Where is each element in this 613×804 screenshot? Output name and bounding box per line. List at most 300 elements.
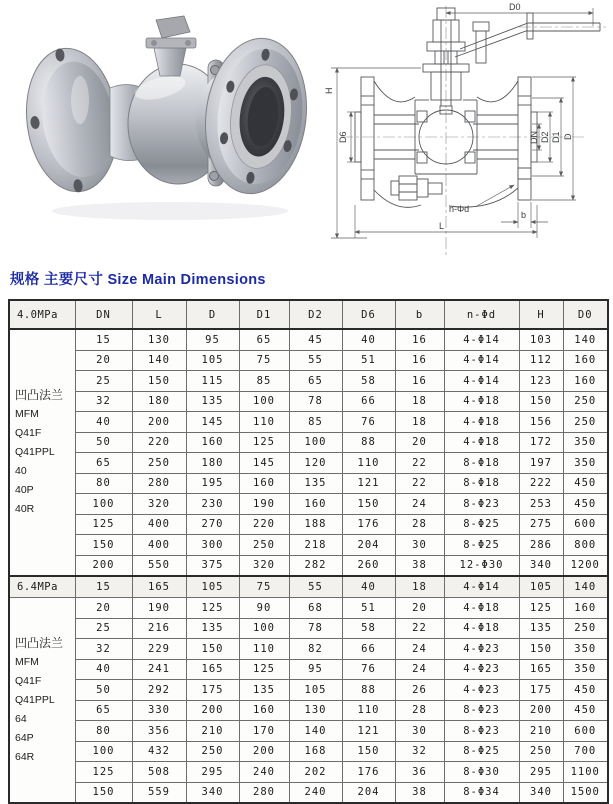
dim-value: 80 [75,721,132,742]
dim-value: 150 [519,639,563,660]
dim-value: 40 [75,659,132,680]
dim-value: 26 [395,680,444,701]
dim-value: 220 [132,432,186,453]
model-label: MFM [15,655,39,668]
dim-value: 105 [186,576,239,598]
table-row [9,371,608,392]
dim-value: 110 [239,639,289,660]
dim-value: 103 [519,329,563,350]
dim-value: 340 [519,782,563,803]
dim-value: 66 [342,391,395,412]
dim-value: 188 [289,514,342,535]
dim-value: 105 [186,350,239,371]
dim-value: 30 [395,535,444,556]
dim-value: 197 [519,453,563,474]
dim-value: 16 [395,329,444,350]
dim-value: 45 [289,329,342,350]
dim-value: 51 [342,350,395,371]
dim-value: 160 [239,700,289,721]
dim-value: 8-Φ18 [444,473,519,494]
dim-value: 58 [342,371,395,392]
dim-value: 600 [563,514,608,535]
dim-value: 8-Φ23 [444,721,519,742]
dim-value: 400 [132,535,186,556]
dim-value: 115 [186,371,239,392]
dim-value: 25 [75,618,132,639]
dim-value: 20 [395,432,444,453]
dim-value: 65 [289,371,342,392]
dim-value: 210 [519,721,563,742]
dim-value: 50 [75,680,132,701]
table-row [9,598,608,619]
dim-value: 110 [239,412,289,433]
table-row [9,329,608,350]
dim-value: 28 [395,514,444,535]
dim-value: 125 [75,762,132,783]
dim-value: 90 [239,598,289,619]
dim-value: 160 [563,350,608,371]
dim-value: 200 [519,700,563,721]
dim-value: 4-Φ18 [444,412,519,433]
dim-value: 175 [186,680,239,701]
dim-value: 32 [395,741,444,762]
dim-value: 76 [342,659,395,680]
model-label: Q41PPL [15,446,55,458]
seat-ring [417,111,427,122]
dim-value: 15 [75,329,132,350]
dim-value: 4-Φ23 [444,680,519,701]
table-row [9,639,608,660]
dim-value: 4-Φ14 [444,329,519,350]
dim-d0 [446,2,593,26]
valve-product-photo [20,8,312,230]
highlight [71,76,89,124]
model-label-cell [9,329,75,576]
dim-value: 55 [289,576,342,598]
dim-value: 250 [563,391,608,412]
dim-value: 356 [132,721,186,742]
dim-value: 75 [239,576,289,598]
dim-value: 330 [132,700,186,721]
column-header: D6 [342,300,395,329]
dim-value: 8-Φ23 [444,494,519,515]
dim-value: 150 [342,741,395,762]
dim-value: 195 [186,473,239,494]
table-row [9,350,608,371]
column-header: D1 [239,300,289,329]
dim-value: 76 [342,412,395,433]
dim-value: 125 [75,514,132,535]
dim-value: 121 [342,473,395,494]
dim-value: 125 [239,432,289,453]
dim-value: 160 [563,598,608,619]
dim-value: 340 [519,555,563,576]
dim-value: 78 [289,618,342,639]
dim-value: 270 [186,514,239,535]
table-row [9,659,608,680]
dim-value: 700 [563,741,608,762]
dim-value: 8-Φ25 [444,535,519,556]
dim-value: 65 [75,700,132,721]
dim-value: 250 [519,741,563,762]
dim-value: 204 [342,535,395,556]
left-flange-section [355,77,374,200]
dim-value: 12-Φ30 [444,555,519,576]
dim-value: 30 [395,721,444,742]
column-header: D [186,300,239,329]
dim-label-n-phi-d: n-Φd [449,204,470,214]
model-label: Q41PPL [15,693,55,706]
dim-value: 218 [289,535,342,556]
dim-value: 22 [395,618,444,639]
dim-value: 432 [132,741,186,762]
dim-value: 8-Φ30 [444,762,519,783]
dim-value: 130 [289,700,342,721]
dim-value: 250 [563,412,608,433]
seat-ring [417,152,427,163]
dim-label-d: D [563,133,573,140]
dim-value: 105 [519,576,563,598]
dim-value: 22 [395,473,444,494]
dim-value: 150 [342,494,395,515]
dim-value: 123 [519,371,563,392]
dim-value: 15 [75,576,132,598]
dim-value: 38 [395,555,444,576]
model-label: 40 [15,465,27,477]
dim-value: 68 [289,598,342,619]
model-label: 64P [15,731,34,744]
dim-value: 4-Φ18 [444,618,519,639]
dim-value: 4-Φ23 [444,639,519,660]
dim-value: 275 [519,514,563,535]
dim-value: 140 [563,329,608,350]
dim-value: 40 [342,576,395,598]
dim-value: 176 [342,762,395,783]
dim-value: 51 [342,598,395,619]
dim-value: 38 [395,782,444,803]
dim-value: 85 [289,412,342,433]
dim-value: 4-Φ23 [444,659,519,680]
dim-value: 20 [75,598,132,619]
dim-value: 120 [289,453,342,474]
dim-value: 4-Φ14 [444,371,519,392]
model-label-cell [9,598,75,804]
dim-value: 210 [186,721,239,742]
model-label: 64 [15,712,27,725]
column-header: L [132,300,186,329]
pressure-label: 4.0MPa [9,300,75,329]
dim-value: 150 [75,782,132,803]
table-row [9,618,608,639]
ball-valve-section-drawing [303,0,613,266]
dim-value: 295 [186,762,239,783]
dim-value: 140 [132,350,186,371]
dim-value: 110 [342,453,395,474]
seat-ring [465,111,475,122]
column-header: DN [75,300,132,329]
model-label: Q41F [15,427,42,439]
dim-value: 58 [342,618,395,639]
dim-label-b: b [521,210,527,220]
dim-value: 8-Φ25 [444,741,519,762]
dim-value: 150 [519,391,563,412]
dim-value: 300 [186,535,239,556]
dim-value: 66 [342,639,395,660]
dim-value: 190 [239,494,289,515]
dim-label-h: H [324,87,334,94]
dim-value: 135 [289,473,342,494]
drain-plug [391,176,442,200]
dim-value: 8-Φ34 [444,782,519,803]
dim-value: 150 [75,535,132,556]
model-label: 凹凸法兰 [15,388,64,402]
dim-value: 40 [75,412,132,433]
dim-value: 32 [75,639,132,660]
valve-dimension-drawing [303,0,613,266]
dim-value: 135 [186,391,239,412]
dim-value: 65 [239,329,289,350]
column-header: H [519,300,563,329]
dim-value: 8-Φ18 [444,453,519,474]
dim-bolt-holes [449,185,514,214]
dim-value: 220 [239,514,289,535]
dim-value: 82 [289,639,342,660]
dim-value: 165 [519,659,563,680]
dim-value: 241 [132,659,186,680]
model-label: Q41F [15,674,42,687]
dim-value: 165 [186,659,239,680]
dim-value: 4-Φ18 [444,598,519,619]
model-label: 40R [15,503,35,515]
dim-h [324,68,421,238]
dim-value: 176 [342,514,395,535]
dim-value: 240 [289,782,342,803]
dim-value: 16 [395,350,444,371]
dim-value: 8-Φ25 [444,514,519,535]
dim-value: 121 [342,721,395,742]
dim-value: 88 [342,680,395,701]
dim-value: 130 [132,329,186,350]
table-row [9,555,608,576]
dim-value: 168 [289,741,342,762]
dim-value: 1100 [563,762,608,783]
pressure-section-row [9,576,608,598]
table-row [9,535,608,556]
dim-value: 400 [132,514,186,535]
dim-value: 32 [75,391,132,412]
dim-value: 295 [519,762,563,783]
dim-label-d1: D1 [551,131,561,143]
dim-value: 508 [132,762,186,783]
dim-value: 800 [563,535,608,556]
dim-value: 18 [395,576,444,598]
table-row [9,412,608,433]
dim-value: 36 [395,762,444,783]
handle-lever [455,13,600,57]
dim-value: 22 [395,453,444,474]
table-row [9,494,608,515]
table-row [9,391,608,412]
dim-value: 100 [75,741,132,762]
dim-value: 28 [395,700,444,721]
dim-value: 190 [132,598,186,619]
table-row [9,473,608,494]
dim-value: 350 [563,453,608,474]
dim-b [501,202,548,228]
dim-value: 600 [563,721,608,742]
table-row [9,721,608,742]
dim-value: 250 [132,453,186,474]
dimensions-table [8,299,609,804]
dim-value: 105 [289,680,342,701]
dim-value: 4-Φ14 [444,350,519,371]
dim-value: 450 [563,473,608,494]
dim-value: 40 [342,329,395,350]
table-header [9,300,608,329]
dim-value: 125 [519,598,563,619]
dim-value: 145 [239,453,289,474]
dim-value: 110 [342,700,395,721]
dim-value: 216 [132,618,186,639]
dim-value: 200 [186,700,239,721]
dim-value: 160 [289,494,342,515]
dim-value: 145 [186,412,239,433]
dim-value: 150 [186,639,239,660]
dim-value: 112 [519,350,563,371]
dim-value: 260 [342,555,395,576]
dim-value: 340 [186,782,239,803]
pressure-label: 6.4MPa [9,576,75,598]
dim-value: 240 [239,762,289,783]
dim-value: 55 [289,350,342,371]
dim-value: 320 [132,494,186,515]
dim-value: 253 [519,494,563,515]
dim-value: 4-Φ14 [444,576,519,598]
dim-value: 200 [132,412,186,433]
seat-ring [465,152,475,163]
dim-value: 95 [289,659,342,680]
dim-value: 65 [75,453,132,474]
model-label: MFM [15,408,39,420]
dim-value: 230 [186,494,239,515]
dim-value: 180 [132,391,186,412]
dim-value: 160 [186,432,239,453]
table-row [9,680,608,701]
table-row [9,762,608,783]
photo-shadow [52,202,288,220]
dim-value: 100 [289,432,342,453]
dim-value: 450 [563,494,608,515]
dim-value: 282 [289,555,342,576]
dim-value: 24 [395,639,444,660]
dim-value: 18 [395,412,444,433]
dim-value: 559 [132,782,186,803]
ball-valve-photo-illustration [20,8,312,230]
dim-value: 250 [186,741,239,762]
dim-value: 50 [75,432,132,453]
dim-value: 175 [519,680,563,701]
dim-value: 135 [239,680,289,701]
dim-value: 16 [395,371,444,392]
dim-value: 180 [186,453,239,474]
model-label: 40P [15,484,34,496]
dim-value: 135 [186,618,239,639]
table-row [9,782,608,803]
dim-value: 222 [519,473,563,494]
dim-value: 24 [395,494,444,515]
dim-value: 20 [395,598,444,619]
dim-value: 24 [395,659,444,680]
dim-label-d6: D6 [338,131,348,143]
dim-value: 170 [239,721,289,742]
dim-label-l: L [439,221,445,231]
column-header: n-Φd [444,300,519,329]
dim-value: 375 [186,555,239,576]
dim-value: 125 [239,659,289,680]
dim-value: 160 [563,371,608,392]
dim-value: 95 [186,329,239,350]
dim-value: 320 [239,555,289,576]
dim-value: 160 [239,473,289,494]
dim-value: 156 [519,412,563,433]
dim-value: 4-Φ18 [444,391,519,412]
dim-value: 172 [519,432,563,453]
dim-value: 350 [563,659,608,680]
dim-value: 350 [563,639,608,660]
dim-value: 25 [75,371,132,392]
dim-value: 350 [563,432,608,453]
table-row [9,741,608,762]
dim-value: 8-Φ23 [444,700,519,721]
dim-label-d0: D0 [509,2,521,12]
dim-value: 550 [132,555,186,576]
dim-value: 135 [519,618,563,639]
dim-label-d2: D2 [540,131,550,143]
dim-value: 280 [132,473,186,494]
table-row [9,514,608,535]
dim-value: 200 [75,555,132,576]
dim-value: 100 [239,618,289,639]
dim-value: 165 [132,576,186,598]
dim-value: 204 [342,782,395,803]
table-header-row [9,300,608,329]
page-title: 规格 主要尺寸 Size Main Dimensions [10,272,266,288]
dim-value: 80 [75,473,132,494]
dim-label-dn: DN [529,131,539,144]
dim-value: 280 [239,782,289,803]
dim-value: 140 [289,721,342,742]
column-header: b [395,300,444,329]
dim-value: 450 [563,700,608,721]
dim-value: 292 [132,680,186,701]
dim-value: 202 [289,762,342,783]
table-row [9,453,608,474]
dim-value: 125 [186,598,239,619]
dim-value: 100 [239,391,289,412]
dim-value: 18 [395,391,444,412]
dim-value: 1500 [563,782,608,803]
table-row [9,700,608,721]
dim-value: 250 [563,618,608,639]
dim-value: 140 [563,576,608,598]
model-label: 凹凸法兰 [15,635,64,650]
column-header: D2 [289,300,342,329]
dim-value: 229 [132,639,186,660]
dim-value: 100 [75,494,132,515]
dim-value: 88 [342,432,395,453]
dim-value: 250 [239,535,289,556]
dim-value: 450 [563,680,608,701]
